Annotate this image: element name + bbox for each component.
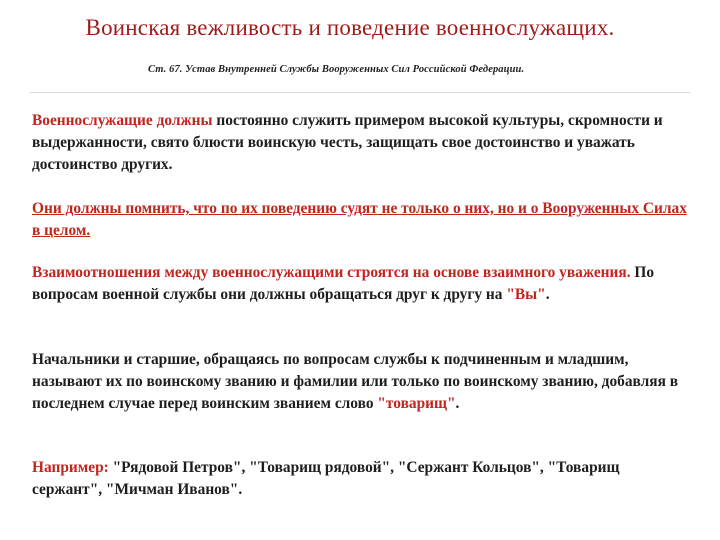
- paragraph-address-word: "товарищ": [377, 395, 456, 412]
- paragraph-conduct-text: постоянно служить примером высокой культуры, скромности и выдержанности, свято блюсти воинскую честь, защищать свое достоинство и уважать достоинство других.: [32, 112, 663, 173]
- paragraph-examples-lead: Например:: [32, 459, 109, 476]
- page-title: Воинская вежливость и поведение военнослужащих.: [85, 15, 615, 40]
- divider: [30, 92, 690, 93]
- paragraph-reputation: [32, 198, 692, 242]
- paragraph-relations-text: По вопросам военной службы они должны обращаться друг к другу на: [32, 264, 655, 303]
- paragraph-relations-end: .: [545, 286, 550, 303]
- paragraph-address-end: .: [455, 395, 460, 412]
- paragraph-relations-quote: "Вы": [506, 286, 546, 303]
- statute-reference: Ст. 67. Устав Внутренней Службы Вооруженных Сил Российской Федерации.: [148, 64, 525, 75]
- paragraph-relations-lead: Взаимоотношения между военнослужащими строятся на основе взаимного уважения.: [32, 264, 631, 281]
- paragraph-relations: [32, 262, 692, 306]
- paragraph-address-text: Начальники и старшие, обращаясь по вопросам службы к подчиненным и младшим, называют их по воинскому званию и фамилии или только по воинскому званию, добавляя в последнем случае перед воинским званием слово: [32, 351, 679, 412]
- paragraph-conduct: [32, 110, 692, 176]
- paragraph-conduct-lead: Военнослужащие должны: [32, 112, 213, 129]
- paragraph-reputation-text: Они должны помнить, что по их поведению судят не только о них, но и о Вооруженных Силах в целом.: [32, 200, 687, 239]
- paragraph-examples-text: "Рядовой Петров", "Товарищ рядовой", "Сержант Кольцов", "Товарищ сержант", "Мичман Иванов".: [32, 459, 620, 498]
- paragraph-examples: [32, 457, 692, 501]
- paragraph-address: [32, 349, 692, 415]
